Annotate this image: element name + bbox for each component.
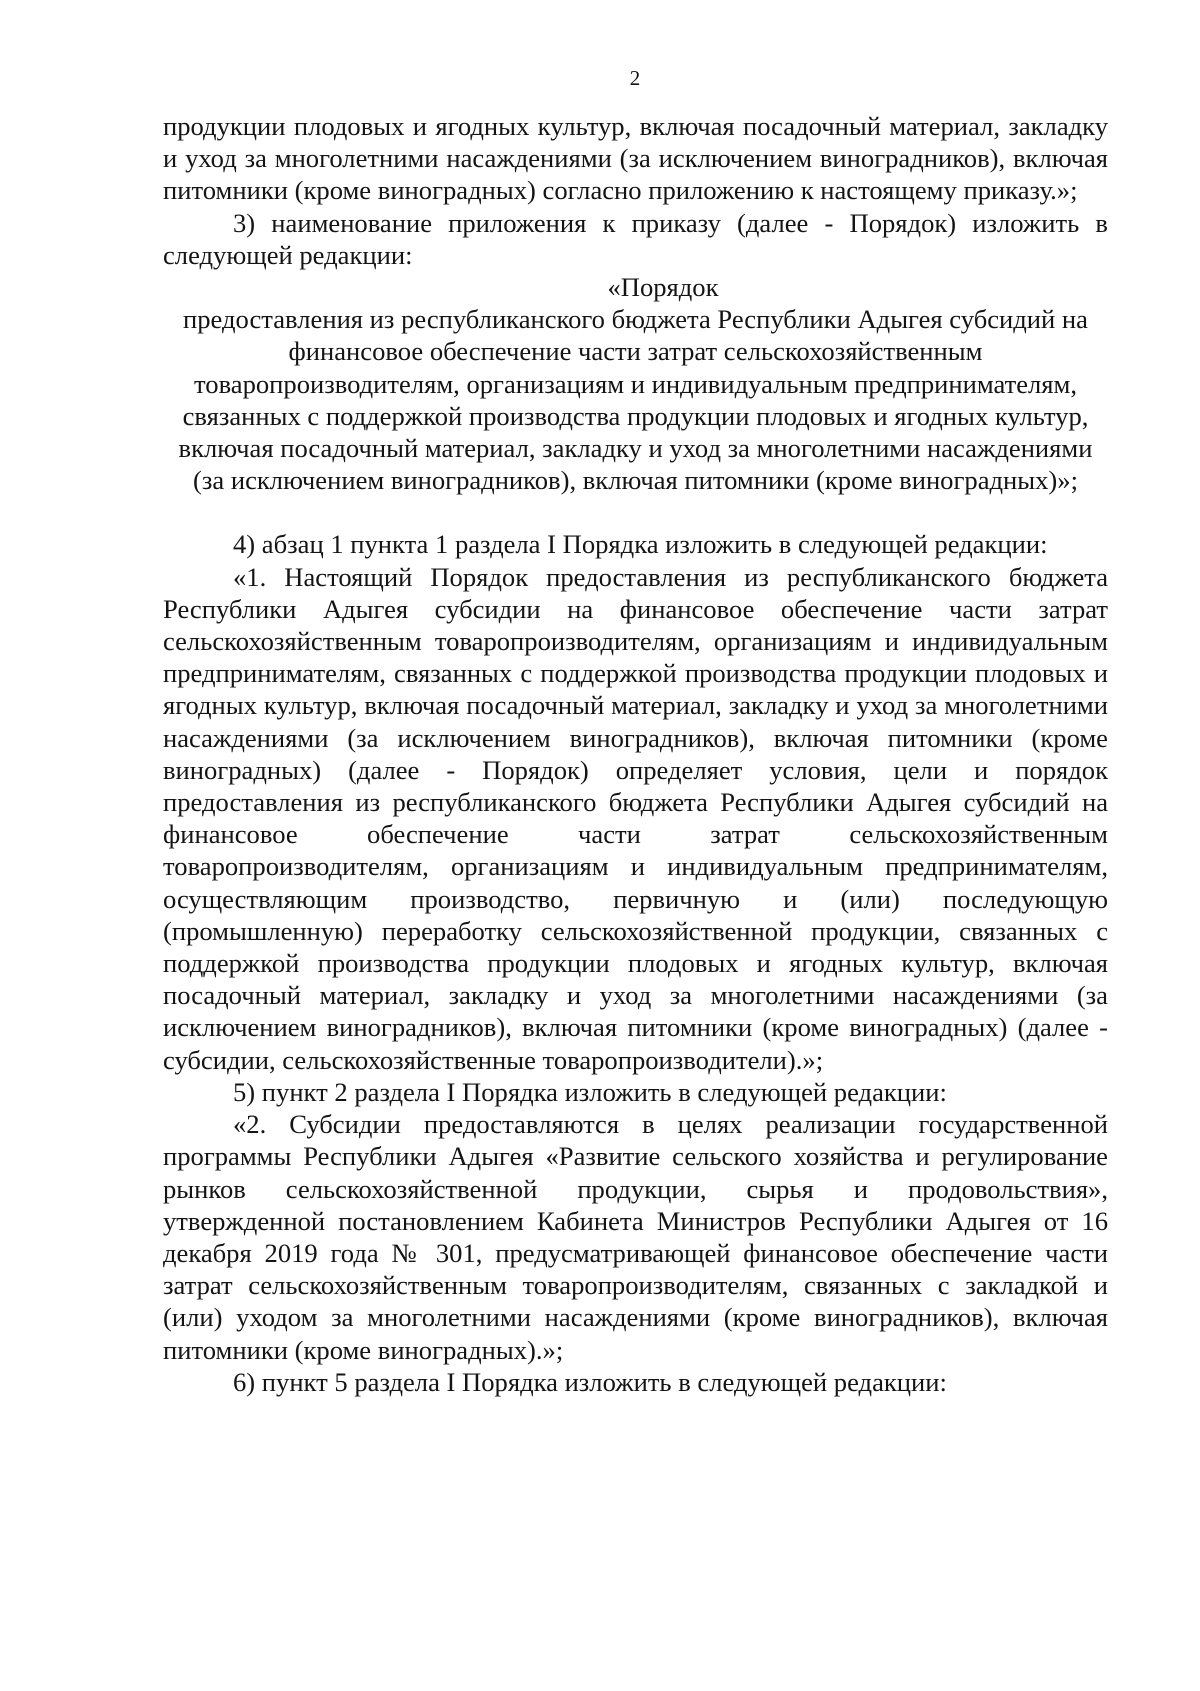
paragraph-item-4: 4) абзац 1 пункта 1 раздела I Порядка изложить в следующей редакции: [233,529,1048,560]
paragraph-item-6: 6) пункт 5 раздела I Порядка изложить в следующей редакции: [233,1366,947,1397]
paragraph-item-5-quote: «2. Субсидии предоставляются в целях реализации государственной программы Республики Адыгея «Развитие сельского хозяйства и регулирование рынков сельскохозяйственной продукции, сырья и продовольствия», утвержденной постановлением Кабинета Министров Республики Адыгея от 16 декабря 2019 года № 301, предусматривающей финансовое обеспечение части затрат сельскохозяйственным товаропроизводителям, связанных с закладкой и (или) уходом за многолетними насаждениями (кроме виноградников), включая питомники (кроме виноградных).»; [163,1109,1108,1365]
page-number: 2 [629,66,641,90]
paragraph-intro-continuation: продукции плодовых и ягодных культур, включая посадочный материал, закладку и уход за многолетними насаждениями (за исключением виноградников), включая питомники (кроме виноградных) согласно приложению к настоящему приказу.»; [163,111,1108,206]
procedure-title-text: предоставления из республиканского бюджета Республики Адыгея субсидий на финансовое обеспечение части затрат сельскохозяйственным товаропроизводителям, организациям и индивидуальным предпринимателям, связанных с поддержкой производства продукции плодовых и ягодных культур, включая посадочный материал, закладку и уход за многолетними насаждениями (за исключением виноградников), включая питомники (кроме виноградных)»; [178,304,1093,496]
procedure-title-heading: «Порядок [607,272,719,303]
paragraph-gap [163,496,1108,528]
paragraph-item-5: 5) пункт 2 раздела I Порядка изложить в следующей редакции: [233,1076,947,1107]
document-body [163,110,1108,1398]
paragraph-item-4-quote: «1. Настоящий Порядок предоставления из республиканского бюджета Республики Адыгея субсидии на финансовое обеспечение части затрат сельскохозяйственным товаропроизводителям, организациям и индивидуальным предпринимателям, связанных с поддержкой производства продукции плодовых и ягодных культур, включая посадочный материал, закладку и уход за многолетними насаждениями (за исключением виноградников), включая питомники (кроме виноградных) (далее - Порядок) определяет условия, цели и порядок предоставления из республиканского бюджета Республики Адыгея субсидий на финансовое обеспечение части затрат сельскохозяйственным товаропроизводителям, организациям и индивидуальным предпринимателям, осуществляющим производство, первичную и (или) последующую (промышленную) переработку сельскохозяйственной продукции, связанных с поддержкой производства продукции плодовых и ягодных культур, включая посадочный материал, закладку и уход за многолетними насаждениями (за исключением виноградников), включая питомники (кроме виноградных) (далее - субсидии, сельскохозяйственные товаропроизводители).»; [163,561,1108,1075]
paragraph-item-3: 3) наименование приложения к приказу (далее - Порядок) изложить в следующей редакции: [163,207,1108,270]
